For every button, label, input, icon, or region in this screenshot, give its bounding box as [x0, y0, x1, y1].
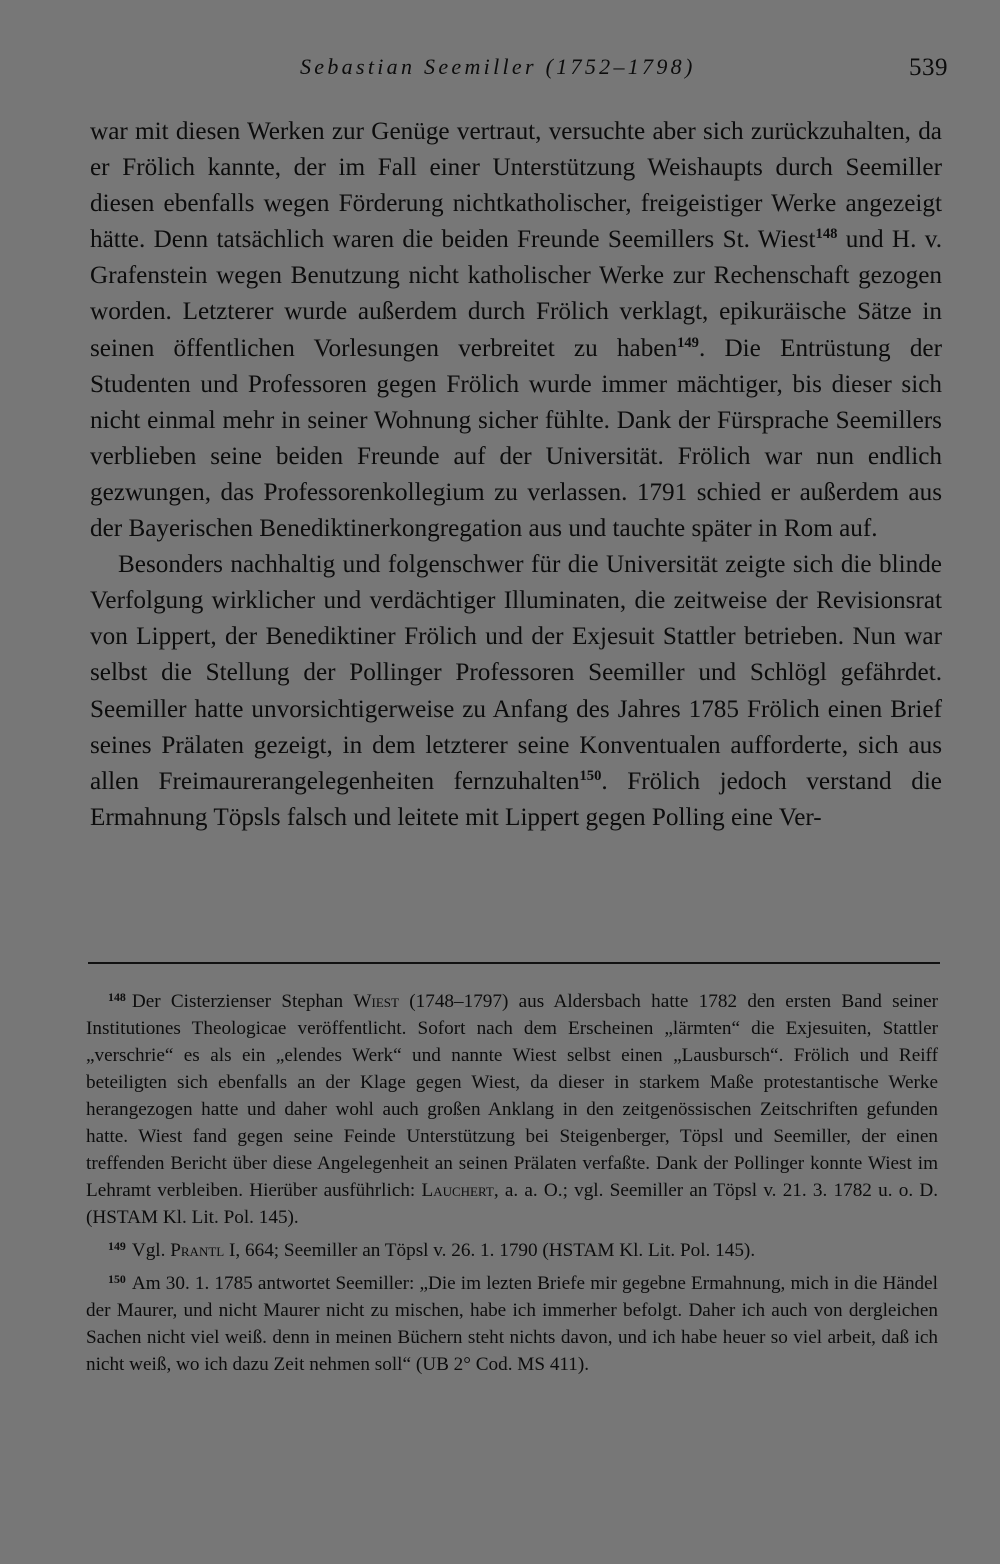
footnote-150 [86, 1270, 938, 1378]
footnote-number: 149 [108, 1239, 126, 1254]
paragraph-1-text-c: . Die Entrüstung der Studenten und Professoren gegen Frölich wurde immer mächtiger, bis dieser sich nicht einmal mehr in seiner Wohnung sicher fühlte. Dank der Fürsprache Seemillers verblieben seine beiden Freunde auf der Universität. Frölich war nun endlich gezwungen, das Professorenkollegium zu verlassen. 1791 schied er außerdem aus der Bayerischen Benediktinerkongregation aus und tauchte später in Rom auf. [90, 334, 942, 543]
paragraph-2-text-a: Besonders nachhaltig und folgenschwer für die Universität zeigte sich die blinde Verfolgung wirklicher und verdächtiger Illuminaten, die zeitweise der Revisionsrat von Lippert, der Benediktiner Frölich und der Exjesuit Stattler betrieben. Nun war selbst die Stellung der Pollinger Professoren Seemiller und Schlögl gefährdet. Seemiller hatte unvorsichtigerweise zu Anfang des Jahres 1785 Frölich einen Brief seines Prälaten gezeigt, in dem letzterer seine Konventualen aufforderte, sich aus allen Freimaurerangelegenheiten fernzuhalten [90, 551, 942, 795]
footnote-text: Vgl. [131, 1240, 171, 1261]
footnote-number: 150 [108, 1272, 126, 1287]
paragraph-1-text-b: und H. v. Grafenstein wegen Benutzung nicht katholischer Werke zur Rechenschaft gezogen worden. Letzterer wurde außerdem durch Frölich verklagt, epikuräische Sätze in seinen öffentlichen Vorlesungen verbreitet zu haben [90, 226, 942, 362]
main-text [90, 114, 942, 836]
paragraph-2-text-b: . Frölich jedoch verstand die Ermahnung Töpsls falsch und leitete mit Lippert gegen Polling eine Ver- [90, 767, 942, 831]
footnote-text: Der Cisterzienser Stephan [131, 991, 354, 1012]
page-number: 539 [909, 54, 948, 81]
paragraph-2 [90, 547, 942, 836]
footnotes [86, 988, 938, 1384]
paragraph-1-text-a: war mit diesen Werken zur Genüge vertraut, versuchte aber sich zurückzuhalten, da er Frölich kannte, der im Fall einer Unterstützung Weishaupts durch Seemiller diesen ebenfalls wegen Förderung nichtkatholischer, freigeistiger Werke angezeigt hätte. Denn tatsächlich waren die beiden Freunde Seemillers St. Wiest [90, 118, 942, 254]
footnote-divider [88, 962, 940, 964]
running-head [0, 52, 1000, 86]
running-title: Sebastian Seemiller (1752–1798) [300, 54, 696, 79]
footnote-number: 148 [108, 990, 126, 1005]
author-name: Wiest [353, 991, 399, 1012]
footnote-148 [86, 988, 938, 1231]
author-name: Prantl [170, 1240, 225, 1261]
footnote-ref-150: 150 [579, 767, 602, 784]
footnote-text: Am 30. 1. 1785 antwortet Seemiller: „Die im lezten Briefe mir gegebne Ermahnung, mich in die Händel der Maurer, und nicht Maurer nicht zu mischen, habe ich immerher befolgt. Daher ich auch von dergleichen Sachen nicht viel weiß. denn in meinen Büchern steht nichts davon, und ich habe heuer so viel arbeit, daß ich nicht weiß, wo ich dazu Zeit nehmen soll“ (UB 2° Cod. MS 411). [86, 1273, 938, 1375]
footnote-text: (1748–1797) aus Aldersbach hatte 1782 den ersten Band seiner Institutiones Theologicae veröffentlicht. Sofort nach dem Erscheinen „lärmten“ die Exjesuiten, Stattler „verschrie“ es als ein „elendes Werk“ und nannte Wiest selbst einen „Lausbursch“. Frölich und Reiff beteiligten sich ebenfalls an der Klage gegen Wiest, da dieser in starkem Maße protestantische Werke herangezogen hatte und daher wohl auch großen Anklang in den zeitgenössischen Zeitschriften gefunden hatte. Wiest fand gegen seine Feinde Unterstützung bei Steigenberger, Töpsl und Seemiller, der einen treffenden Bericht über diese Angelegenheit an seinen Prälaten verfaßte. Dank der Pollinger konnte Wiest im Lehramt verbleiben. Hierüber ausführlich: [86, 991, 938, 1201]
footnote-ref-149: 149 [677, 334, 699, 351]
author-name: Lauchert [421, 1180, 494, 1201]
footnote-text: I, 664; Seemiller an Töpsl v. 26. 1. 1790 (HSTAM Kl. Lit. Pol. 145). [224, 1240, 756, 1261]
paragraph-1 [90, 114, 942, 547]
footnote-text: , a. a. O.; vgl. Seemiller an Töpsl v. 21. 3. 1782 u. o. D. (HSTAM Kl. Lit. Pol. 145). [86, 1180, 938, 1228]
footnote-149 [86, 1237, 938, 1264]
footnote-ref-148: 148 [815, 226, 838, 243]
